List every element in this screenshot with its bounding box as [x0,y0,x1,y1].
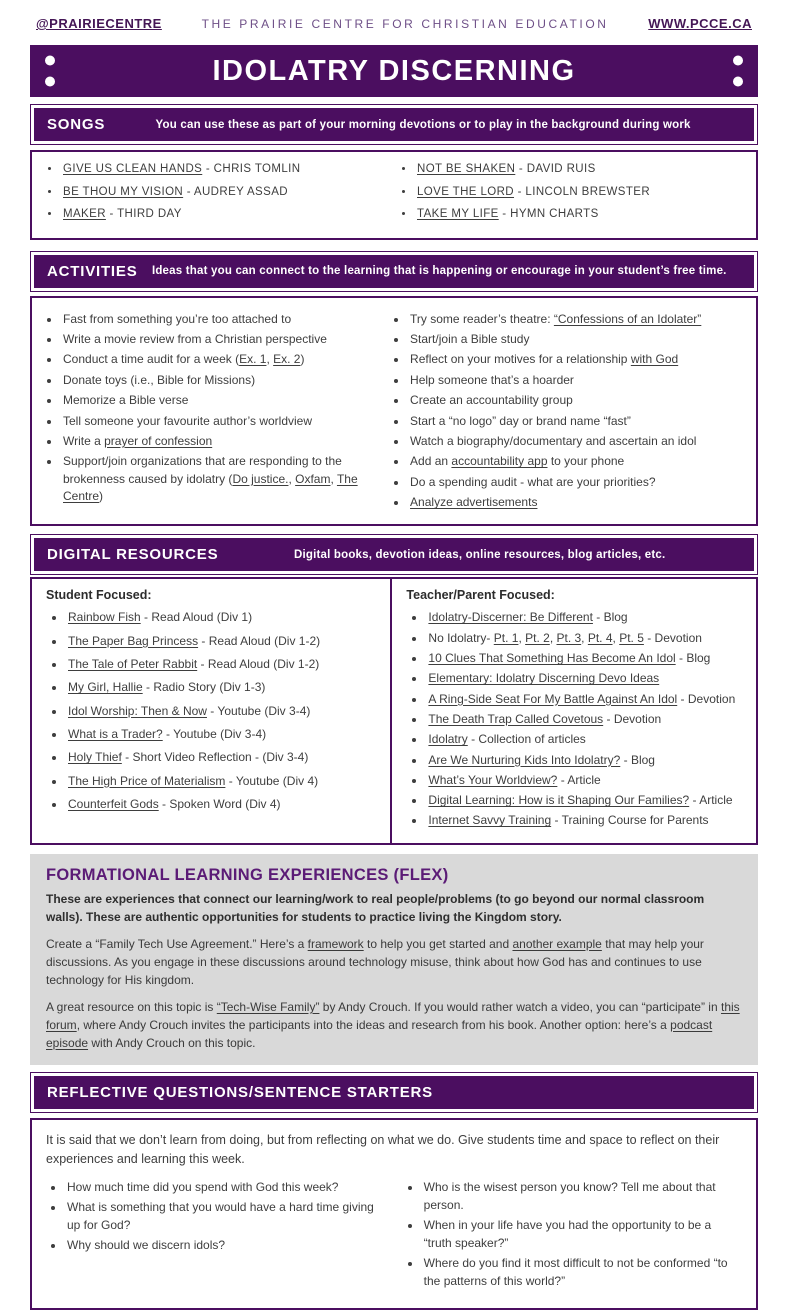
text-run: - Spoken Word (Div 4) [158,796,281,811]
list-item [66,679,380,696]
top-bar [30,0,758,31]
list-item [426,670,746,687]
list-item: • What is something that you would have a hard time giving up for God? [65,1198,379,1234]
text-run: - CHRIS TOMLIN [202,163,301,175]
text-link[interactable]: Ex. 1 [239,352,267,367]
text-run: - Youtube (Div 4) [225,773,319,788]
digital-resources-section-title: DIGITAL RESOURCES [47,546,219,564]
list-item [415,207,750,223]
decorative-dots-right-icon [733,56,743,87]
list-item [426,772,746,789]
text-link[interactable]: another example [512,936,602,951]
list-item: • Why should we discern idols? [65,1236,379,1254]
list-item [66,749,380,766]
text-link[interactable]: The Paper Bag Princess [68,633,199,648]
text-run: - LINCOLN BREWSTER [514,185,651,198]
text-link[interactable]: Oxfam [295,471,331,486]
list-item: • Where do you find it most difficult to not be conformed “to the patterns of this world?” [422,1254,742,1290]
list-item: • Help someone that’s a hoarder [408,372,750,389]
list-item [426,731,746,748]
text-run: to your phone [547,454,625,469]
reflective-questions-intro: It is said that we don’t learn from doing, but from reflecting on what we do. Give students time and space to reflect on their experiences and learning this week. [46,1132,720,1167]
list-item [66,656,380,673]
text-link[interactable]: The Death Trap Called Covetous [428,711,604,726]
reflective-questions-section-header [30,1072,758,1113]
text-link[interactable]: The High Price of Materialism [68,773,226,788]
list-item [426,752,746,769]
text-link[interactable]: Pt. 3 [556,630,582,645]
flex-paragraph-2 [46,998,742,1052]
flex-section-title: FORMATIONAL LEARNING EXPERIENCES (FLEX) [46,865,449,884]
decorative-dots-left-icon [45,56,55,87]
text-link[interactable]: Are We Nurturing Kids Into Idolatry? [428,752,621,767]
text-link[interactable]: “Confessions of an Idolater” [553,311,702,326]
list-item [426,691,746,708]
text-link[interactable]: 10 Clues That Something Has Become An Idol [428,651,676,666]
website-link[interactable]: WWW.PCCE.CA [648,16,752,31]
text-run: - HYMN CHARTS [498,208,599,221]
activities-section-subtitle: Ideas that you can connect to the learning that is happening or encourage in your student’s free time. [151,265,727,278]
reflective-questions-box [30,1118,758,1310]
text-run: - Blog [675,651,711,666]
list-item [61,433,389,450]
activities-list-left [42,311,389,515]
list-item [61,207,396,223]
songs-list-right [396,162,750,230]
text-link[interactable]: GIVE US CLEAN HANDS [63,163,203,175]
text-run: Add an [410,454,452,469]
text-run: , [549,630,557,645]
text-run: , [518,630,526,645]
text-link[interactable]: My Girl, Hallie [68,680,143,695]
text-run: - Youtube (Div 3-4) [206,703,311,718]
list-item [426,650,746,667]
text-run: - Youtube (Div 3-4) [162,726,267,741]
text-run: - Devotion [603,711,662,726]
songs-section-title: SONGS [47,116,106,133]
text-run: Support/join organizations that are responding to the brokenness caused by idolatry ( [63,454,342,486]
text-link[interactable]: What is a Trader? [68,726,163,741]
list-item [408,453,750,470]
list-item: • Watch a biography/documentary and ascertain an idol [408,433,750,450]
songs-list-box [30,150,758,240]
text-link[interactable]: Pt. 5 [619,630,644,645]
list-item [66,773,380,790]
list-item [66,726,380,743]
list-item: • Who is the wisest person you know? Tell me about that person. [422,1178,742,1214]
list-item: • Fast from something you’re too attached to [61,311,389,328]
text-link[interactable]: with God [630,352,679,367]
text-link[interactable]: NOT BE SHAKEN [417,163,516,175]
text-link[interactable]: this forum [46,999,740,1032]
text-run: with Andy Crouch on this topic. [88,1035,256,1050]
text-run: - Blog [592,610,628,625]
text-run: A great resource on this topic is [46,999,217,1014]
list-item: • How much time did you spend with God this week? [65,1178,379,1196]
text-run: - Read Aloud (Div 1) [140,610,253,625]
text-run: , [612,630,620,645]
digital-resources-section-header [30,534,758,575]
songs-section-header [30,104,758,145]
text-run: Create a “Family Tech Use Agreement.” Here’s a [46,936,308,951]
activities-section-header [30,251,758,292]
teacher-parent-focused-column [390,579,756,842]
text-link[interactable]: The Centre [63,471,358,504]
text-link[interactable]: Idol Worship: Then & Now [68,703,207,718]
student-focused-list [46,609,380,812]
text-run: , [330,471,337,486]
list-item [61,351,389,368]
text-link[interactable]: Ex. 2 [273,352,301,367]
text-run: - Devotion [643,630,702,645]
list-item [426,609,746,626]
list-item [61,453,389,505]
list-item [415,162,750,178]
student-focused-heading: Student Focused: [46,588,152,603]
text-run: - AUDREY ASSAD [183,185,288,198]
teacher-parent-focused-list [406,609,746,829]
text-run: No Idolatry- [428,630,494,645]
list-item [426,711,746,728]
text-run: , [288,471,296,486]
text-link[interactable]: A Ring-Side Seat For My Battle Against An Idol [428,691,678,706]
list-item: • Donate toys (i.e., Bible for Missions) [61,372,389,389]
text-link[interactable]: Rainbow Fish [68,610,141,625]
flex-section-intro: These are experiences that connect our learning/work to real people/problems (to go beyond our normal classroom walls). These are authentic opportunities for students to practice living the Kingdom story. [46,891,705,924]
flex-section [30,854,758,1065]
songs-list-left [42,162,396,230]
activities-list-box [30,296,758,527]
list-item [408,311,750,328]
list-item [61,185,396,201]
text-run: - Read Aloud (Div 1-2) [198,633,321,648]
text-link[interactable]: prayer of confession [104,433,213,448]
text-link[interactable]: TAKE MY LIFE [417,208,499,221]
list-item [61,162,396,178]
text-run: Conduct a time audit for a week ( [63,352,240,367]
text-run: ) [300,352,305,367]
text-link[interactable]: BE THOU MY VISION [63,185,184,198]
list-item: • Start/join a Bible study [408,331,750,348]
text-run: , [581,630,588,645]
text-run: to help you get started and [363,936,513,951]
text-run: that may help your discussions. As you engage in these discussions around technology misuse, think about how God has and continues to use technology for His kingdom. [46,936,704,987]
digital-resources-section-subtitle: Digital books, devotion ideas, online resources, blog articles, etc. [293,548,666,561]
text-link[interactable]: Holy Thief [68,750,122,765]
text-run: - Article [557,772,601,787]
text-run: - Read Aloud (Div 1-2) [197,657,320,672]
text-run: , [266,352,274,367]
list-item [408,351,750,368]
activities-section-title: ACTIVITIES [47,262,138,280]
text-link[interactable]: MAKER [63,208,106,221]
text-run: - Collection of articles [467,732,586,747]
songs-section-subtitle: You can use these as part of your morning devotions or to play in the background during work [155,118,691,131]
flex-paragraph-1 [46,935,742,989]
text-run: ) [99,489,104,504]
list-item [66,796,380,813]
text-link[interactable]: podcast episode [46,1017,713,1050]
page-title-banner [30,45,758,97]
text-link[interactable]: The Tale of Peter Rabbit [68,657,198,672]
list-item: • Memorize a Bible verse [61,392,389,409]
text-run: - Blog [620,752,655,767]
text-run: Write a [63,433,105,448]
text-run: by Andy Crouch. If you would rather watch a video, you can “participate” in [319,999,721,1014]
text-run: - Devotion [677,691,736,706]
list-item [66,703,380,720]
reflective-questions-list-left [46,1178,379,1292]
text-run: - Radio Story (Div 1-3) [142,680,266,695]
text-link[interactable]: Pt. 1 [493,630,519,645]
list-item: • Do a spending audit - what are your priorities? [408,474,750,491]
text-link[interactable]: Pt. 2 [525,630,550,645]
list-item [415,185,750,201]
list-item [66,633,380,650]
list-item [426,812,746,829]
text-run: Try some reader’s theatre: [410,311,554,326]
text-link[interactable]: Pt. 4 [587,630,613,645]
text-link[interactable]: Elementary: Idolatry Discerning Devo Ideas [428,671,660,686]
reflective-questions-section-title: REFLECTIVE QUESTIONS/SENTENCE STARTERS [47,1083,433,1101]
list-item [66,609,380,626]
list-item: • Create an accountability group [408,392,750,409]
list-item [408,494,750,511]
list-item: • Start a “no logo” day or brand name “fast” [408,413,750,430]
text-link[interactable]: “Tech-Wise Family” [216,999,320,1014]
list-item: • Write a movie review from a Christian perspective [61,331,389,348]
reflective-questions-list-right [403,1178,742,1292]
org-title: THE PRAIRIE CENTRE FOR CHRISTIAN EDUCATION [201,16,609,31]
text-link[interactable]: What’s Your Worldview? [428,772,558,787]
social-handle-link[interactable]: @PRAIRIECENTRE [36,16,162,31]
text-link[interactable]: Counterfeit Gods [68,796,159,811]
student-focused-column [32,579,390,842]
text-run: , where Andy Crouch invites the participants into the ideas and research from his book. Another option: here’s a [76,1017,671,1032]
text-link[interactable]: Analyze advertisements [410,495,538,510]
list-item [426,630,746,647]
text-run: - Short Video Reflection - (Div 3-4) [121,750,309,765]
text-run: - DAVID RUIS [515,163,596,175]
teacher-parent-focused-heading: Teacher/Parent Focused: [406,588,555,603]
text-run: - Training Course for Parents [551,813,709,828]
text-link[interactable]: Internet Savvy Training [428,813,552,828]
activities-list-right [389,311,750,515]
text-link[interactable]: Idolatry [428,732,468,747]
text-run: - Article [689,793,733,808]
text-run: - THIRD DAY [105,208,182,221]
text-link[interactable]: Idolatry-Discerner: Be Different [428,610,593,625]
digital-resources-box [30,577,758,844]
text-link[interactable]: LOVE THE LORD [417,185,515,198]
text-link[interactable]: accountability app [451,454,548,469]
list-item: • Tell someone your favourite author’s worldview [61,413,389,430]
text-run: Reflect on your motives for a relationship [410,352,631,367]
text-link[interactable]: Digital Learning: How is it Shaping Our Families? [428,793,690,808]
text-link[interactable]: Do justice. [232,471,289,486]
text-link[interactable]: framework [307,936,364,951]
list-item [426,792,746,809]
list-item: • When in your life have you had the opportunity to be a “truth speaker?” [422,1216,742,1252]
page-title: IDOLATRY DISCERNING [212,54,576,87]
